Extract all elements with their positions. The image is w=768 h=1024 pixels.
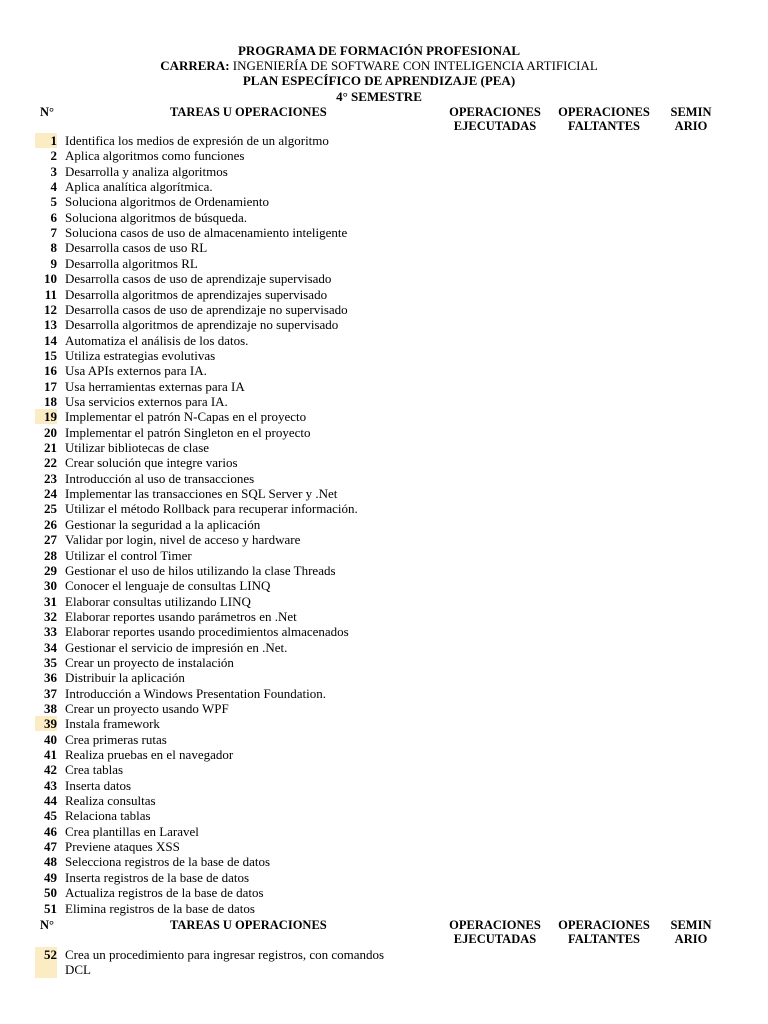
row-task: Crea tablas (65, 762, 124, 778)
row-task: Desarrolla algoritmos RL (65, 255, 198, 271)
table-row (0, 854, 768, 869)
row-number: 25 (44, 501, 57, 517)
header-tareas: TAREAS U OPERACIONES (170, 918, 327, 932)
table-row (0, 609, 768, 624)
row-number: 50 (44, 885, 57, 901)
row-number: 41 (44, 747, 57, 762)
row-number: 29 (44, 562, 57, 578)
row-task: Conocer el lenguaje de consultas LINQ (65, 578, 271, 594)
row-number: 52 (35, 947, 57, 978)
row-task: Inserta datos (65, 777, 132, 793)
table-row (0, 287, 768, 302)
table-row (0, 148, 768, 163)
plan-title: PLAN ESPECÍFICO DE APRENDIZAJE (PEA) (242, 73, 516, 88)
header-ejecutadas-line1: OPERACIONES (449, 918, 541, 932)
row-task: Automatiza el análisis de los datos. (65, 332, 249, 348)
row-task: Instala framework (65, 716, 160, 732)
table-row (0, 901, 768, 916)
row-number: 7 (50, 225, 57, 241)
header-num: N° (40, 918, 55, 932)
row-number: 31 (44, 593, 57, 609)
row-number: 46 (44, 823, 57, 839)
row-number: 24 (44, 486, 57, 502)
row-task: Crear un proyecto usando WPF (65, 700, 229, 716)
row-task: Actualiza registros de la base de datos (65, 885, 264, 901)
table-row (0, 732, 768, 747)
row-number: 8 (50, 240, 57, 256)
header-ejecutadas (443, 918, 547, 946)
row-number: 19 (35, 409, 57, 424)
row-number: 10 (44, 271, 57, 287)
table-row (0, 808, 768, 823)
table-row (0, 839, 768, 854)
row-task: Validar por login, nivel de acceso y hardware (65, 532, 301, 548)
row-task: Desarrolla casos de uso de aprendizaje no supervisado (65, 301, 348, 317)
row-number: 6 (50, 209, 57, 225)
table-row (0, 179, 768, 194)
table-row (0, 440, 768, 455)
table-row (0, 210, 768, 225)
header-ejecutadas-line2: EJECUTADAS (453, 119, 537, 133)
row-task: Soluciona casos de uso de almacenamiento inteligente (65, 225, 348, 241)
table-row (0, 548, 768, 563)
program-title: PROGRAMA DE FORMACIÓN PROFESIONAL (237, 43, 521, 58)
table-row (0, 133, 768, 148)
row-number: 43 (44, 777, 57, 793)
table-row (0, 333, 768, 348)
table-row (0, 363, 768, 378)
row-number: 35 (44, 654, 57, 670)
row-number: 47 (44, 839, 57, 855)
row-number: 1 (35, 133, 57, 148)
row-task: Usa herramientas externas para IA (65, 378, 245, 394)
row-task: Crea plantillas en Laravel (65, 823, 199, 839)
row-task: Elaborar consultas utilizando LINQ (65, 593, 251, 609)
row-task: Desarrolla algoritmos de aprendizajes supervisado (65, 286, 328, 302)
row-task: Utilizar el método Rollback para recuperar información. (65, 501, 358, 517)
table-row (0, 409, 768, 424)
row-task: Introducción al uso de transacciones (65, 470, 255, 486)
table-row (0, 686, 768, 701)
table-row (0, 194, 768, 209)
table-row (0, 716, 768, 731)
table-row (0, 824, 768, 839)
header-seminario-line1: SEMIN (670, 105, 712, 119)
row-task: Realiza pruebas en el navegador (65, 747, 234, 762)
row-task: Utilizar el control Timer (65, 547, 192, 563)
row-task: Desarrolla casos de uso de aprendizaje supervisado (65, 271, 332, 287)
table-row (0, 624, 768, 639)
row-number: 14 (44, 332, 57, 348)
row-task: Desarrolla y analiza algoritmos (65, 163, 228, 179)
row-task: Implementar el patrón N-Capas en el proyecto (65, 409, 307, 425)
row-number: 12 (44, 301, 57, 317)
row-task: Usa APIs externos para IA. (65, 363, 207, 379)
row-task: Crear solución que integre varios (65, 455, 238, 471)
row-task: Utiliza estrategias evolutivas (65, 347, 216, 363)
row-task: Inserta registros de la base de datos (65, 869, 250, 885)
header-seminario (662, 918, 720, 946)
row-task: Implementar el patrón Singleton en el proyecto (65, 424, 311, 440)
row-task: Aplica analítica algorítmica. (65, 179, 213, 195)
row-number: 27 (44, 532, 57, 548)
table-row (0, 271, 768, 286)
row-number: 30 (44, 578, 57, 594)
row-task: Aplica algoritmos como funciones (65, 148, 245, 164)
row-task: Elaborar reportes usando procedimientos almacenados (65, 624, 349, 640)
career-label: CARRERA: (160, 58, 230, 73)
row-task: Soluciona algoritmos de Ordenamiento (65, 194, 269, 210)
header-faltantes (552, 105, 656, 133)
row-task: Relaciona tablas (65, 808, 151, 824)
row-task: Previene ataques XSS (65, 839, 180, 855)
table-row (0, 885, 768, 900)
row-task-line2: DCL (65, 962, 91, 977)
row-number: 51 (44, 900, 57, 916)
row-task (65, 947, 384, 977)
row-number: 21 (44, 440, 57, 455)
table-row (0, 501, 768, 516)
table-row (0, 379, 768, 394)
row-task: Selecciona registros de la base de datos (65, 854, 271, 870)
table-row (0, 164, 768, 179)
row-number: 40 (44, 731, 57, 747)
table-row (0, 532, 768, 547)
table-row (0, 471, 768, 486)
table-row (0, 701, 768, 716)
table-row (0, 486, 768, 501)
row-task: Gestionar el uso de hilos utilizando la clase Threads (65, 562, 336, 578)
row-number: 48 (44, 854, 57, 870)
table-row (0, 594, 768, 609)
row-number: 44 (44, 793, 57, 808)
row-number: 36 (44, 670, 57, 686)
row-number: 39 (35, 716, 57, 731)
row-task: Utilizar bibliotecas de clase (65, 440, 210, 455)
header-faltantes-line2: FALTANTES (567, 932, 640, 946)
table-row (0, 348, 768, 363)
row-task: Realiza consultas (65, 793, 156, 808)
table-row (0, 870, 768, 885)
row-number: 16 (44, 363, 57, 379)
table-row (0, 256, 768, 271)
row-task: Identifica los medios de expresión de un algoritmo (65, 133, 329, 148)
career-value: INGENIERÍA DE SOFTWARE CON INTELIGENCIA ARTIFICIAL (232, 58, 598, 73)
row-number: 15 (44, 347, 57, 363)
row-number: 26 (44, 516, 57, 532)
row-number: 2 (50, 148, 57, 164)
row-task: Elaborar reportes usando parámetros en .Net (65, 608, 297, 624)
header-seminario-line2: ARIO (674, 119, 708, 133)
table-row (0, 425, 768, 440)
row-task: Desarrolla casos de uso RL (65, 240, 208, 256)
header-seminario-line2: ARIO (674, 932, 708, 946)
row-number: 22 (44, 455, 57, 471)
row-number: 17 (44, 378, 57, 394)
table-row (0, 225, 768, 240)
row-number: 49 (44, 869, 57, 885)
row-number: 23 (44, 470, 57, 486)
header-tareas: TAREAS U OPERACIONES (170, 105, 327, 119)
row-number: 38 (44, 700, 57, 716)
table-row (0, 655, 768, 670)
row-task: Gestionar la seguridad a la aplicación (65, 516, 261, 532)
row-task-line1: Crea un procedimiento para ingresar registros, con comandos (65, 947, 385, 962)
table-row (0, 317, 768, 332)
table-row (0, 302, 768, 317)
row-number: 33 (44, 624, 57, 640)
row-task: Elimina registros de la base de datos (65, 900, 255, 916)
row-number: 34 (44, 639, 57, 655)
semester-title: 4° SEMESTRE (336, 89, 422, 104)
table-row (0, 747, 768, 762)
table-row (0, 640, 768, 655)
row-task: Crea primeras rutas (65, 731, 167, 747)
header-faltantes-line1: OPERACIONES (558, 105, 650, 119)
row-number: 42 (44, 762, 57, 778)
row-number: 20 (44, 424, 57, 440)
table-row (0, 394, 768, 409)
row-task: Introducción a Windows Presentation Foundation. (65, 685, 327, 701)
row-number: 18 (44, 393, 57, 409)
row-task: Soluciona algoritmos de búsqueda. (65, 209, 247, 225)
header-faltantes-line2: FALTANTES (567, 119, 640, 133)
table-row (0, 240, 768, 255)
table-row (0, 455, 768, 470)
table-row (0, 793, 768, 808)
row-number: 32 (44, 608, 57, 624)
row-task: Implementar las transacciones en SQL Server y .Net (65, 486, 338, 502)
row-number: 3 (50, 163, 57, 179)
row-task: Crear un proyecto de instalación (65, 654, 234, 670)
row-number: 13 (44, 317, 57, 333)
header-seminario (662, 105, 720, 133)
row-task: Usa servicios externos para IA. (65, 393, 228, 409)
row-number: 5 (50, 194, 57, 210)
table-row (0, 563, 768, 578)
row-number: 37 (44, 685, 57, 701)
table-row (0, 762, 768, 777)
header-ejecutadas (443, 105, 547, 133)
career-line (0, 58, 758, 73)
row-number: 9 (50, 255, 57, 271)
header-num: N° (40, 105, 55, 119)
row-task: Gestionar el servicio de impresión en .Net. (65, 639, 288, 655)
header-faltantes (552, 918, 656, 946)
table-row (0, 517, 768, 532)
row-number: 4 (50, 179, 57, 195)
row-number: 11 (44, 286, 57, 302)
row-number: 28 (44, 547, 57, 563)
table-row (0, 670, 768, 685)
table-row (0, 778, 768, 793)
row-number: 45 (44, 808, 57, 824)
header-faltantes-line1: OPERACIONES (558, 918, 650, 932)
header-ejecutadas-line1: OPERACIONES (449, 105, 541, 119)
table-row (0, 947, 768, 978)
row-task: Distribuir la aplicación (65, 670, 185, 686)
header-seminario-line1: SEMIN (670, 918, 712, 932)
row-task: Desarrolla algoritmos de aprendizaje no supervisado (65, 317, 339, 333)
header-ejecutadas-line2: EJECUTADAS (453, 932, 537, 946)
table-row (0, 578, 768, 593)
